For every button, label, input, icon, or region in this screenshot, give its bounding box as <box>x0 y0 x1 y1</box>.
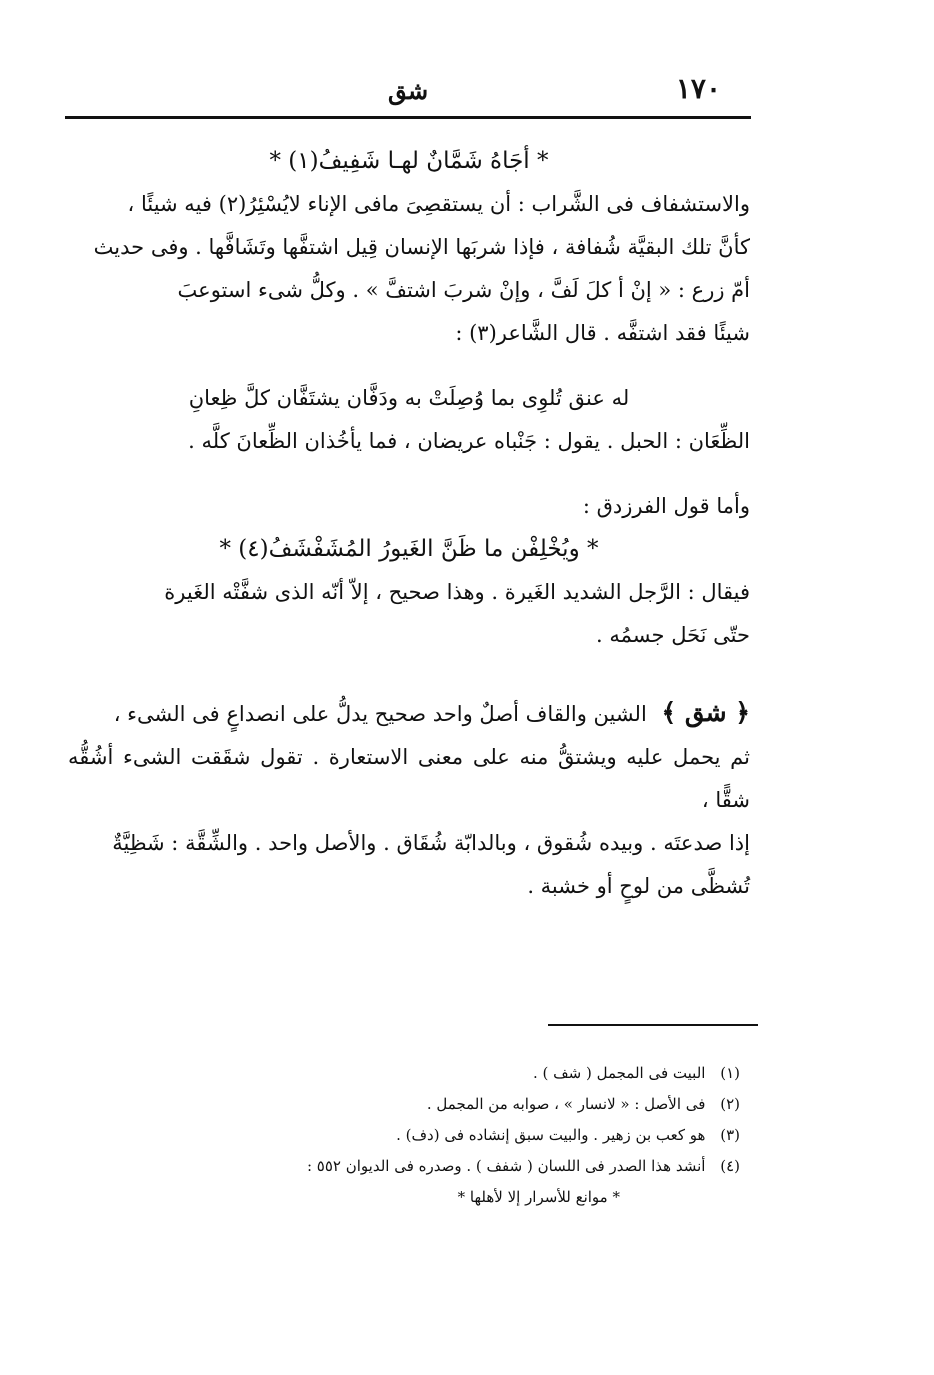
header-rule <box>65 116 751 119</box>
text-line: ثم يحمل عليه ويشتقُّ منه على معنى الاستعارة . تقول شقَقت الشىء أشُقُّه شقًّا ، <box>68 745 750 812</box>
text-line: تُشظَّى من لوحٍ أو خشبة . <box>527 874 750 898</box>
text-line: الظِّعَان : الحبل . يقول : جَنْباه عريضان ، فما يأخُذان الظِّعانَ كلَّه . <box>188 429 750 453</box>
footnote <box>215 1089 740 1120</box>
text-line: والاستشفاف فى الشَّراب : أن يستقصِىَ مافى الإناء لايُسْئِرُ(٢) فيه شيئًا ، <box>127 192 750 216</box>
verse-line: * أجَاهُ شَمَّانٌ لهـا شَفِيفُ(١) * <box>269 148 549 174</box>
running-head: شق <box>387 76 429 105</box>
entry-paragraph <box>68 691 750 736</box>
text-line: وأما قول الفرزدق : <box>582 494 750 518</box>
footnote-text: أنشد هذا الصدر فى اللسان ( شفف ) . وصدره فى الديوان ٥٥٢ : <box>306 1157 706 1175</box>
footnote <box>215 1120 740 1151</box>
spacer <box>68 463 750 485</box>
text-line: الشين والقاف أصلٌ واحد صحيح يدلُّ على انصداعٍ فى الشىء ، <box>113 702 647 726</box>
footnote <box>215 1058 740 1089</box>
text-line: كأنَّ تلك البقيَّة شُفافة ، فإذا شربَها الإنسان قِيل اشتفَّها وتَشَافَّها . وفى حديث <box>93 235 750 259</box>
footnote-number: (٣) <box>720 1126 740 1144</box>
footnote-verse: * موانع للأسرار إلا لأهلها * <box>457 1188 620 1206</box>
text-line: شيئًا فقد اشتفَّه . قال الشَّاعر(٣) : <box>455 321 750 345</box>
footnote <box>215 1151 740 1182</box>
main-text <box>68 140 750 908</box>
verse-line: له عنق تُلوِى بما وُصِلَتْ به ودَفَّان يشتَفَّان كلَّ ظِعانِ <box>188 386 630 410</box>
footnote-number: (١) <box>720 1064 740 1082</box>
spacer <box>68 657 750 691</box>
footnote-number: (٤) <box>720 1157 740 1175</box>
footnote-number: (٢) <box>720 1095 740 1113</box>
text-line: فيقال : الرَّجل الشديد الغَيرة . وهذا صحيح ، إلاّ أنّه الذى شفَّتْه الغَيرة <box>164 580 750 604</box>
text-line: حتّى نَحَل جسمُه . <box>596 623 750 647</box>
footnote-rule <box>548 1024 758 1026</box>
text-line: أمّ زرع : « إنْ أ كلَ لَفَّ ، وإنْ شربَ اشتفَّ » . وكلُّ شىء استوعبَ <box>177 278 750 302</box>
text-line: إذا صدعتَه . وبيده شُقوق ، وبالدابّة شُقَاق . والأصل واحد . والشِّقَّة : شَظِيَّةٌ <box>112 831 750 855</box>
footnotes <box>215 1058 740 1213</box>
footnote-text: فى الأصل : « لانسار » ، صوابه من المجمل . <box>426 1095 706 1113</box>
entry-headword: ﴿ شق ﴾ <box>661 698 750 727</box>
page-number: ١٧٠ <box>675 72 721 105</box>
page-header <box>65 72 751 112</box>
footnote-text: هو كعب بن زهير . والبيت سبق إنشاده فى (دف) . <box>396 1126 706 1144</box>
footnote-text: البيت فى المجمل ( شف ) . <box>532 1064 706 1082</box>
verse-line: * ويُخْلِفْن ما ظَنَّ الغَيورُ المُشَفْشَفُ(٤) * <box>219 536 599 562</box>
spacer <box>68 355 750 377</box>
